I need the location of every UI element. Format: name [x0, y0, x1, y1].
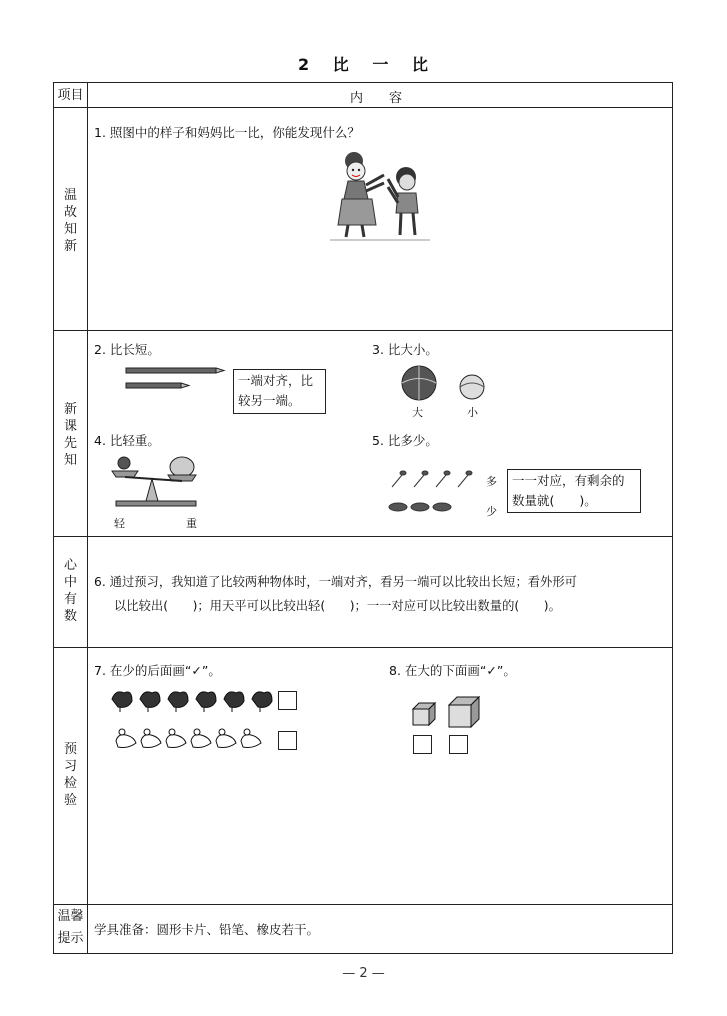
more-label: 多: [486, 475, 497, 488]
label-char: 先: [63, 436, 77, 451]
label-char: 温: [63, 188, 77, 203]
label-char: 中: [63, 575, 77, 590]
section-label-review: [54, 187, 87, 255]
label-char: 新: [63, 239, 77, 254]
question-2: 2. 比长短。: [94, 342, 160, 357]
section-label-tip: [54, 906, 87, 950]
header-item: 项目: [57, 88, 84, 103]
label-line: 提示: [57, 931, 84, 946]
tip-box-length: [233, 369, 326, 414]
question-4: 4. 比轻重。: [94, 433, 160, 448]
balls-illustration: [400, 366, 490, 400]
answer-box-ducks[interactable]: [278, 731, 297, 750]
small-label: 小: [467, 406, 478, 419]
roosters-illustration: [110, 687, 280, 713]
section-label-mind: [54, 557, 87, 625]
label-char: 检: [63, 776, 77, 791]
label-char: 数: [63, 609, 77, 624]
label-char: 有: [63, 592, 77, 607]
page-title: [0, 52, 727, 75]
lesson-number: 2: [298, 55, 311, 74]
balance-scale-illustration: [112, 453, 204, 513]
label-char: 课: [63, 419, 77, 434]
page-number: — 2 —: [342, 966, 385, 981]
label-char: 知: [63, 222, 77, 237]
question-1: 1. 照图中的样子和妈妈比一比，你能发现什么？: [94, 125, 360, 140]
lesson-table: [53, 82, 673, 954]
row-divider: [54, 107, 672, 108]
question-3: 3. 比大小。: [372, 342, 438, 357]
row-divider: [54, 647, 672, 648]
row-divider: [54, 904, 672, 905]
answer-box-small-cube[interactable]: [413, 735, 432, 754]
less-label: 少: [486, 505, 497, 518]
question-7: 7. 在少的后面画“✓”。: [94, 663, 221, 678]
light-label: 轻: [114, 517, 125, 530]
label-char: 故: [63, 205, 77, 220]
label-char: 心: [63, 558, 77, 573]
label-char: 知: [63, 453, 77, 468]
heavy-label: 重: [186, 517, 197, 530]
tip-box-quantity: [507, 469, 641, 513]
question-5: 5. 比多少。: [372, 433, 438, 448]
answer-box-big-cube[interactable]: [449, 735, 468, 754]
label-char: 新: [63, 402, 77, 417]
tip-line: 数量就( )。: [512, 493, 597, 508]
label-line: 温馨: [57, 909, 84, 924]
answer-box-roosters[interactable]: [278, 691, 297, 710]
tip-line: 一一对应，有剩余的: [512, 473, 625, 488]
title-char: 一: [372, 55, 390, 74]
question-6-line-1: 6. 通过预习，我知道了比较两种物体时，一端对齐，看另一端可以比较出长短；看外形可: [94, 575, 577, 589]
pencils-illustration: [124, 365, 230, 391]
mother-child-illustration: [330, 149, 430, 243]
tip-line: 较另一端。: [238, 393, 301, 408]
tip-line: 一端对齐，比: [238, 373, 314, 388]
section-label-check: [54, 741, 87, 809]
tip-text: 学具准备：圆形卡片、铅笔、橡皮若干。: [94, 922, 320, 937]
label-char: 验: [63, 793, 77, 808]
big-label: 大: [412, 406, 423, 419]
row-divider: [54, 536, 672, 537]
title-char: 比: [332, 55, 350, 74]
ducks-illustration: [114, 727, 274, 751]
header-content: 内 容: [350, 91, 403, 106]
label-char: 预: [63, 742, 77, 757]
column-divider: [87, 83, 88, 953]
row-divider: [54, 330, 672, 331]
label-char: 习: [63, 759, 77, 774]
section-label-new: [54, 401, 87, 469]
title-char: 比: [411, 55, 429, 74]
question-6-line-2: 以比较出( )；用天平可以比较出轻( )；一一对应可以比较出数量的( )。: [114, 599, 561, 613]
cubes-illustration: [411, 695, 491, 729]
question-8: 8. 在大的下面画“✓”。: [389, 663, 516, 678]
carrots-leaves-illustration: [388, 467, 484, 515]
